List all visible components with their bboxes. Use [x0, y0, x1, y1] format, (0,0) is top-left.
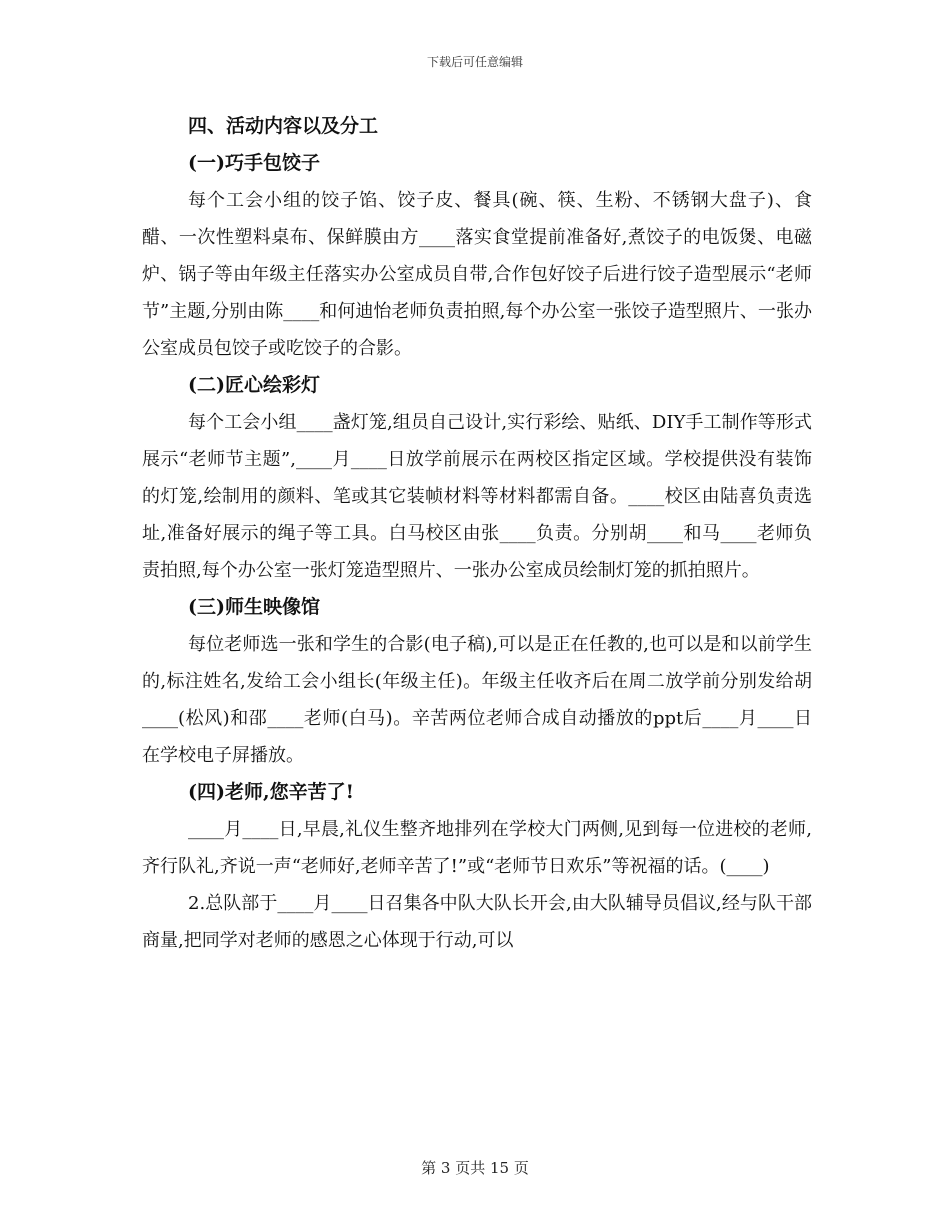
page-header-note: 下载后可任意编辑 — [426, 55, 523, 69]
paragraph-photo-gallery: 每位老师选一张和学生的合影(电子稿),可以是正在任教的,也可以是和以前学生的,标注姓名,发给工会小组长(年级主任)。年级主任收齐后在周二放学前分别发给胡____(松风)和邵____老师(白马)。辛苦两位老师合成自动播放的ppt后____月____日在学校电子屏播放。 — [142, 634, 812, 766]
paragraph-dumplings: 每个工会小组的饺子馅、饺子皮、餐具(碗、筷、生粉、不锈钢大盘子)、食醋、一次性塑料桌布、保鲜膜由方____落实食堂提前准备好,煮饺子的电饭煲、电磁炉、锅子等由年级主任落实办公室成员自带,合作包好饺子后进行饺子造型展示“老师节”主题,分别由陈____和何迪怡老师负责拍照,每个办公室一张饺子造型照片、一张办公室成员包饺子或吃饺子的合影。 — [142, 190, 812, 359]
subsection-title-dumplings: (一)巧手包饺子 — [188, 152, 320, 174]
paragraph-thank-teachers: ____月____日,早晨,礼仪生整齐地排列在学校大门两侧,见到每一位进校的老师,齐行队礼,齐说一声“老师好,老师辛苦了!”或“老师节日欢乐”等祝福的话。(____) — [142, 819, 812, 877]
page-footer: 第 3 页共 15 页 — [421, 1159, 529, 1177]
paragraph-item-2: 2.总队部于____月____日召集各中队大队长开会,由大队辅导员倡议,经与队干部商量,把同学对老师的感恩之心体现于行动,可以 — [142, 893, 812, 951]
paragraph-lanterns: 每个工会小组____盏灯笼,组员自己设计,实行彩绘、贴纸、DIY手工制作等形式展示“老师节主题”,____月____日放学前展示在两校区指定区域。学校提供没有装饰的灯笼,绘制用的颜料、笔或其它装帧材料等材料都需自备。____校区由陆喜负责选址,准备好展示的绳子等工具。白马校区由张____负责。分别胡____和马____老师负责拍照,每个办公室一张灯笼造型照片、一张办公室成员绘制灯笼的抓拍照片。 — [142, 412, 812, 581]
subsection-title-lanterns: (二)匠心绘彩灯 — [188, 374, 320, 396]
subsection-title-thank-teachers: (四)老师,您辛苦了! — [188, 781, 354, 803]
section-title: 四、活动内容以及分工 — [188, 115, 379, 137]
document-body — [142, 108, 812, 959]
subsection-title-photo-gallery: (三)师生映像馆 — [188, 596, 320, 618]
